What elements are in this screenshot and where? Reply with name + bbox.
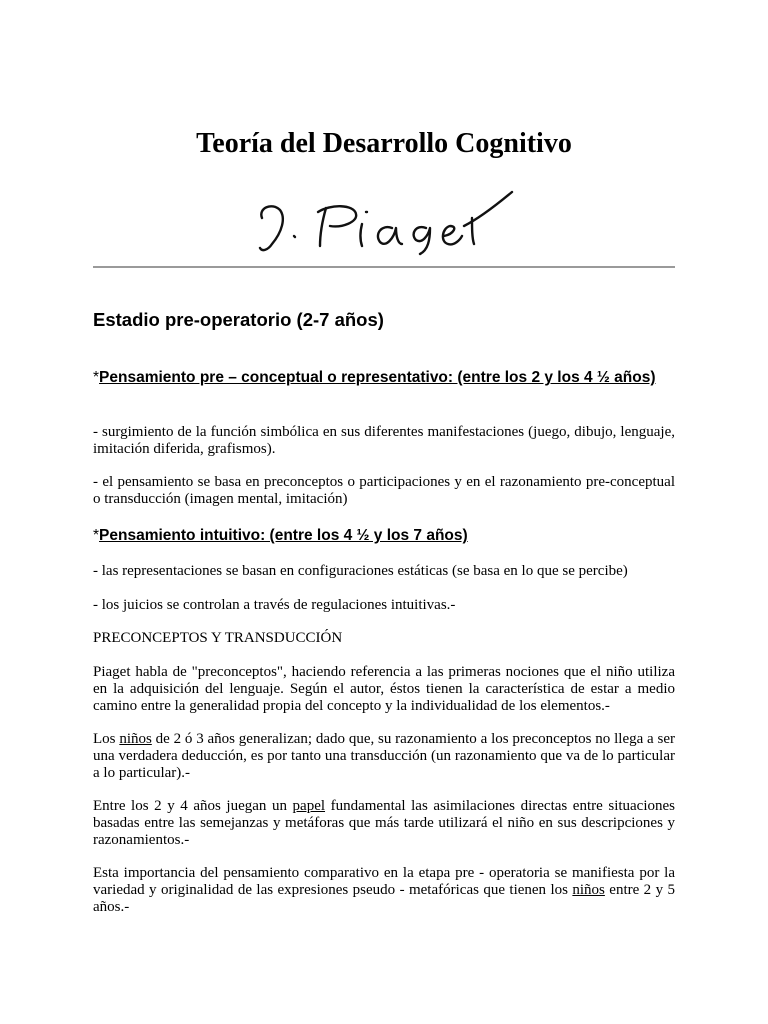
section-heading-text: Pensamiento intuitivo: (entre los 4 ½ y los 7 años) (99, 527, 468, 544)
list-item: - surgimiento de la función simbólica en sus diferentes manifestaciones (juego, dibujo, lenguaje, imitación diferida, grafismos). (93, 424, 675, 457)
paragraph-assimilations (93, 798, 675, 849)
papel-link[interactable]: papel (292, 798, 326, 814)
text-run: entre 2 y 5 años.- (93, 882, 675, 915)
list-item: - el pensamiento se basa en preconceptos o participaciones y en el razonamiento pre-conceptual o transducción (imagen mental, imitación) (93, 474, 675, 507)
asterisk-marker: * (93, 527, 100, 544)
text-run: fundamental las asimilaciones directas entre situaciones basadas entre las semejanzas y metáforas que más tarde utilizará el niño en sus descripciones y razonamientos.- (93, 798, 676, 848)
list-item: - los juicios se controlan a través de regulaciones intuitivas.- (93, 597, 456, 613)
text-run: Entre los 2 y 4 años juegan un (93, 798, 293, 814)
ninos-link[interactable]: niños (119, 731, 152, 747)
horizontal-divider (93, 266, 675, 268)
paragraph-comparative (93, 865, 675, 916)
section-heading-text: Pensamiento pre – conceptual o representativo: (entre los 2 y los 4 ½ años) (99, 369, 656, 386)
ninos-link[interactable]: niños (572, 882, 605, 898)
document-title: Teoría del Desarrollo Cognitivo (196, 128, 572, 159)
text-run: Los (93, 731, 120, 747)
paragraph-preconcepts: Piaget habla de "preconceptos", haciendo referencia a las primeras nociones que el niño utiliza en la adquisición del lenguaje. Según el autor, éstos tienen la característica de estar a medio camino entre la generalidad propia del concepto y la individualidad de los elementos.- (93, 664, 675, 714)
text-run: Esta importancia del pensamiento comparativo en la etapa pre - operatoria se manifiesta por la variedad y originalidad de las expresiones pseudo - metafóricas que tienen los (93, 865, 675, 898)
section-heading-intuitive (93, 526, 675, 546)
preconcepts-heading: PRECONCEPTOS Y TRANSDUCCIÓN (93, 630, 343, 646)
paragraph-transduction (93, 731, 675, 782)
list-item: - las representaciones se basan en configuraciones estáticas (se basa en lo que se percibe) (93, 563, 628, 579)
asterisk-marker: * (93, 369, 100, 386)
piaget-signature (250, 188, 520, 258)
stage-heading: Estadio pre-operatorio (2-7 años) (93, 309, 384, 330)
text-run: de 2 ó 3 años generalizan; dado que, su razonamiento a los preconceptos no llega a ser una verdadera deducción, es por tanto una transducción (un razonamiento que va de lo particular a lo particular).- (93, 731, 676, 781)
section-heading-preconceptual (93, 368, 675, 388)
